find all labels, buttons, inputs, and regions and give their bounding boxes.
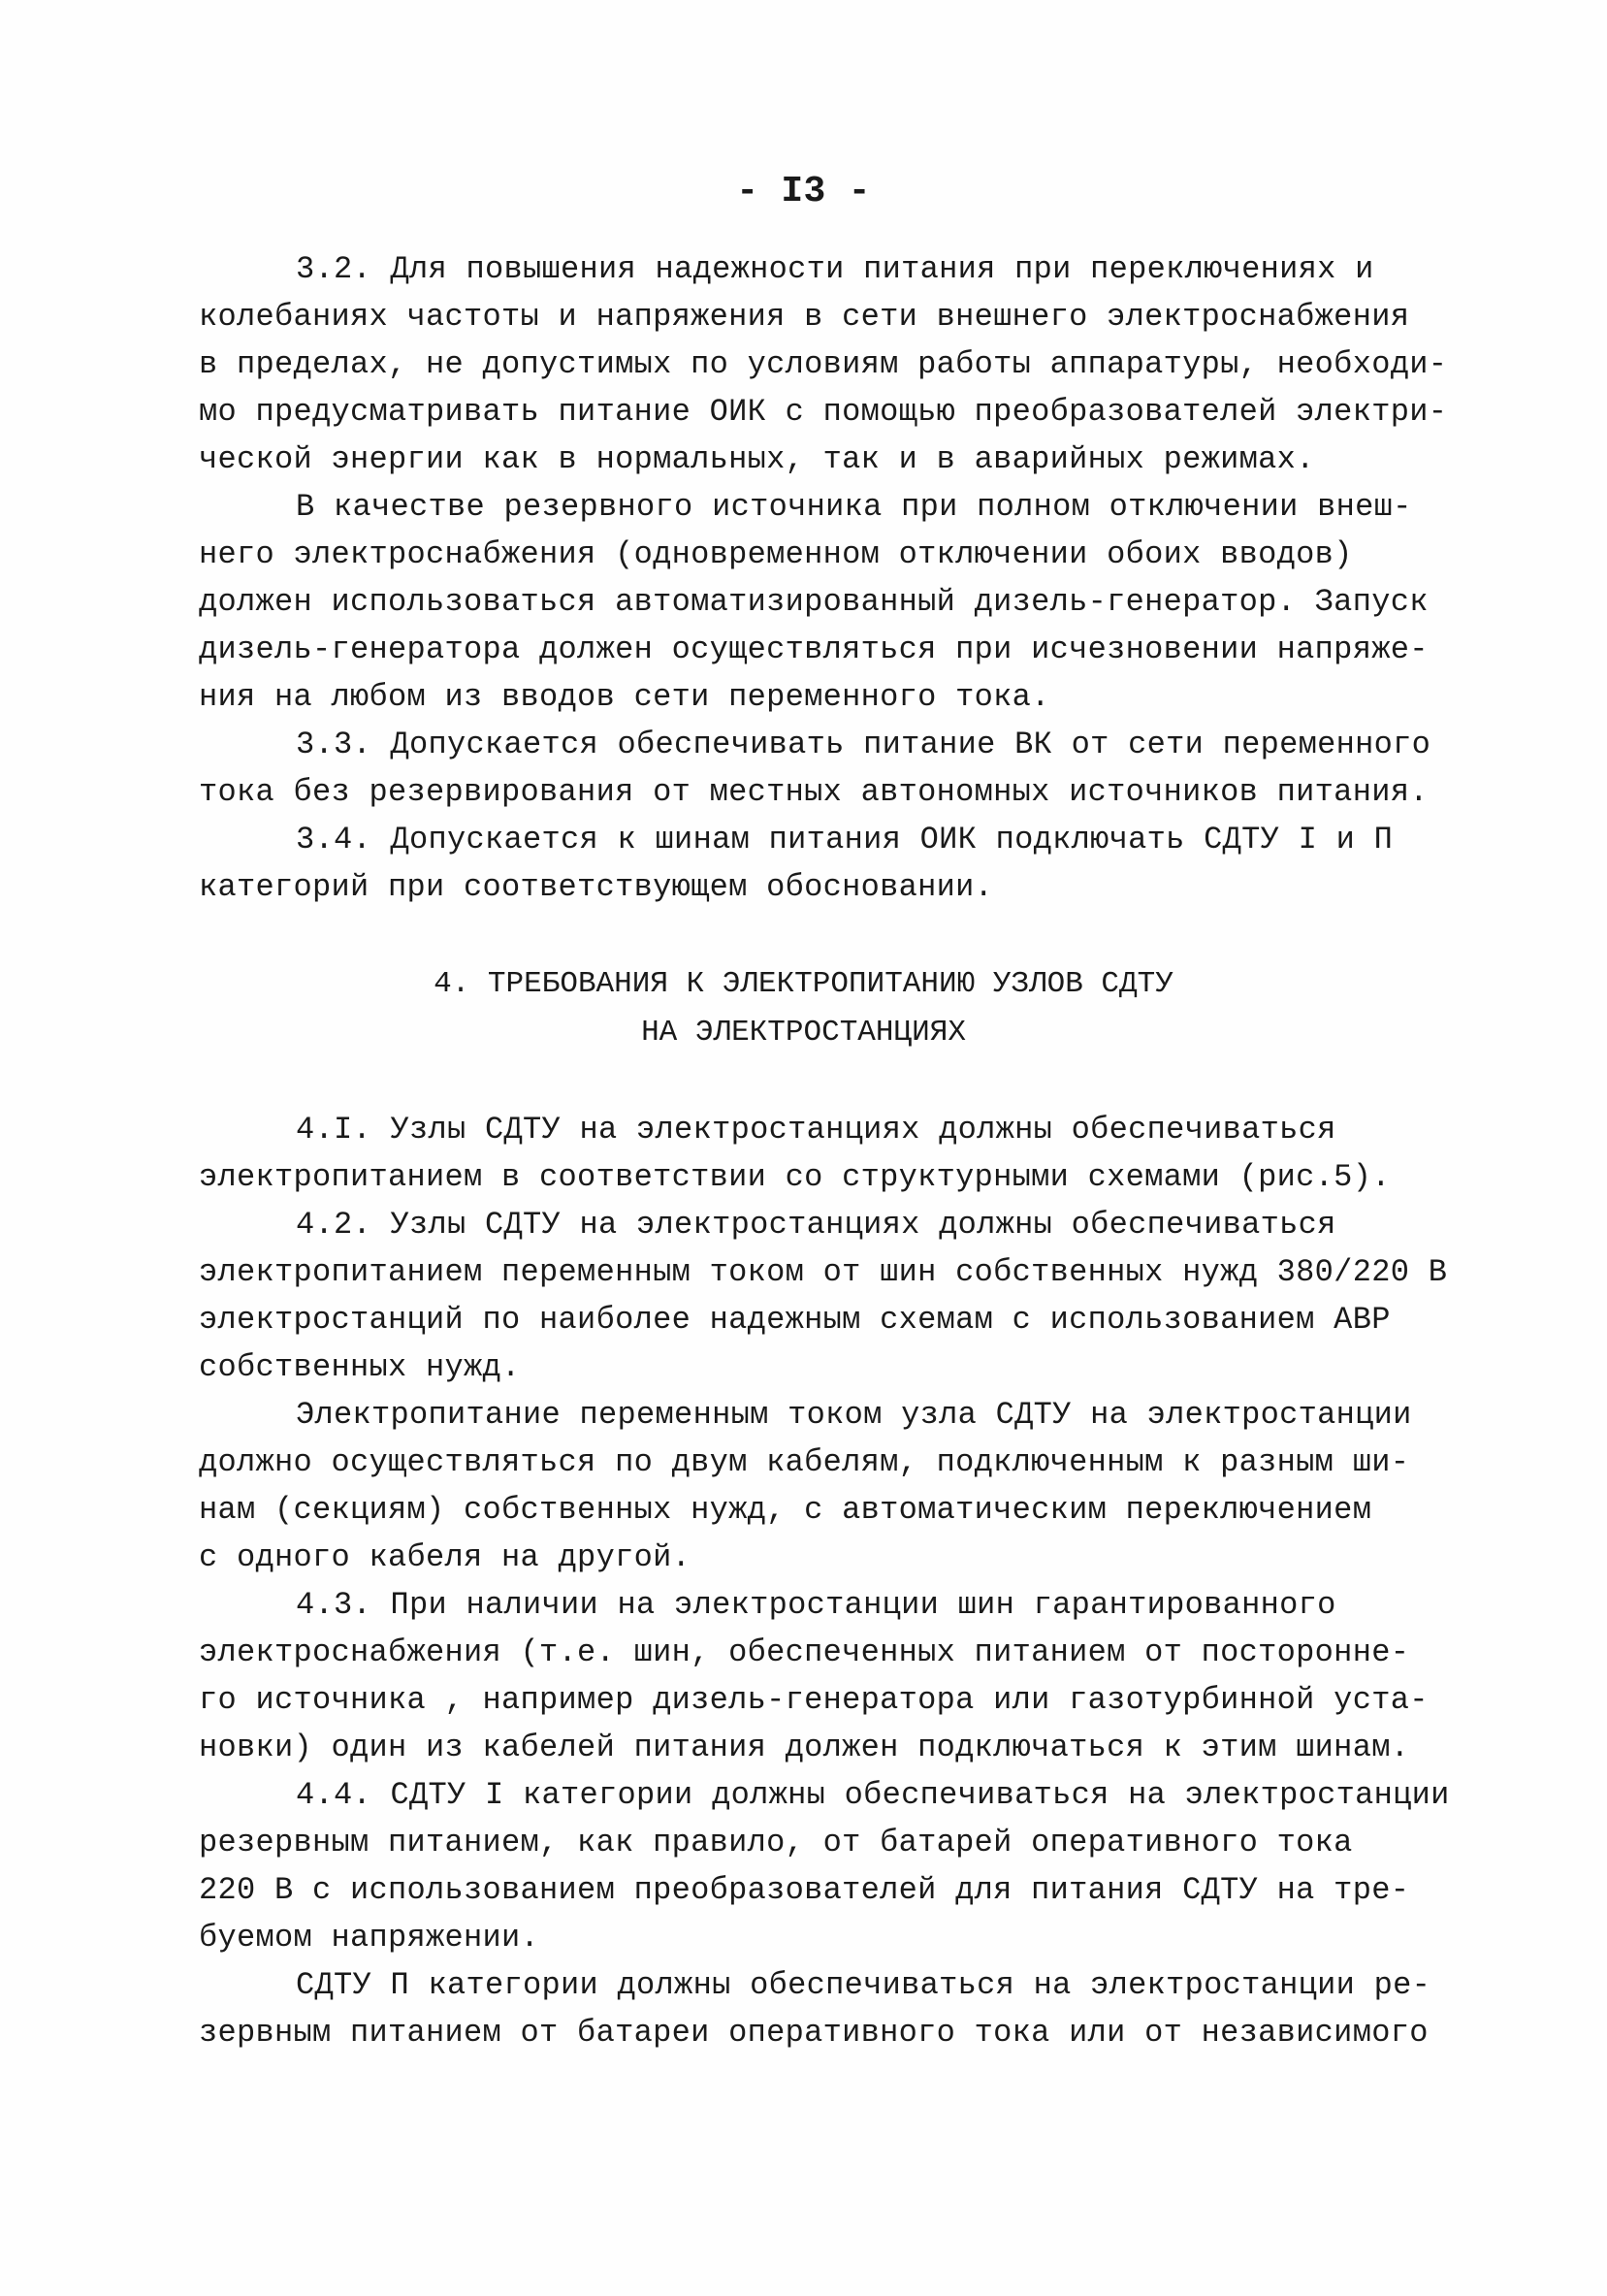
section-heading: НА ЭЛЕКТРОСТАНЦИЯХ xyxy=(641,1016,966,1050)
text-line: тока без резервирования от местных автономных источников питания. xyxy=(199,774,1429,810)
text-line: в пределах, не допустимых по условиям работы аппаратуры, необходи- xyxy=(199,346,1448,382)
text-line: 4.4. СДТУ I категории должны обеспечиваться на электростанции xyxy=(296,1777,1450,1813)
text-line: го источника , например дизель-генератора или газотурбинной уста- xyxy=(199,1682,1429,1718)
text-line: мо предусматривать питание ОИК с помощью преобразователей электри- xyxy=(199,394,1448,430)
text-line: Электропитание переменным током узла СДТУ на электростанции xyxy=(296,1397,1412,1433)
text-line: ческой энергии как в нормальных, так и в аварийных режимах. xyxy=(199,441,1315,477)
page-number: - I3 - xyxy=(736,171,871,212)
text-line: собственных нужд. xyxy=(199,1349,521,1385)
text-line: ния на любом из вводов сети переменного тока. xyxy=(199,679,1050,715)
text-line: него электроснабжения (одновременном отключении обоих вводов) xyxy=(199,536,1353,572)
text-line: электроснабжения (т.е. шин, обеспеченных питанием от постороннe- xyxy=(199,1634,1410,1670)
text-line: должен использоваться автоматизированный дизель-генератор. Запуск xyxy=(199,584,1429,620)
text-line: дизель-генератора должен осуществляться при исчезновении напряже- xyxy=(199,631,1429,667)
text-line: электростанций по наиболее надежным схемам с использованием АВР xyxy=(199,1302,1391,1338)
text-line: новки) один из кабелей питания должен подключаться к этим шинам. xyxy=(199,1730,1410,1765)
text-line: 3.2. Для повышения надежности питания при переключениях и xyxy=(296,251,1374,287)
section-heading: 4. ТРЕБОВАНИЯ К ЭЛЕКТРОПИТАНИЮ УЗЛОВ СДТУ xyxy=(434,967,1173,1001)
text-line: 3.4. Допускается к шинам питания ОИК подключать СДТУ I и П xyxy=(296,822,1394,857)
text-line: нам (секциям) собственных нужд, с автоматическим переключением xyxy=(199,1492,1372,1528)
text-line: 4.3. При наличии на электростанции шин гарантированного xyxy=(296,1587,1336,1623)
text-line: зервным питанием от батареи оперативного тока или от независимого xyxy=(199,2015,1429,2051)
text-line: буемом напряжении. xyxy=(199,1920,540,1956)
text-line: 220 В с использованием преобразователей для питания СДТУ на тре- xyxy=(199,1872,1410,1908)
text-line: электропитанием в соответствии со структурными схемами (рис.5). xyxy=(199,1159,1391,1195)
text-line: категорий при соответствующем обосновании. xyxy=(199,869,994,905)
text-line: с одного кабеля на другой. xyxy=(199,1539,691,1575)
text-line: резервным питанием, как правило, от батарей оперативного тока xyxy=(199,1825,1353,1860)
text-line: В качестве резервного источника при полном отключении внеш- xyxy=(296,489,1412,525)
text-line: 4.I. Узлы СДТУ на электростанциях должны обеспечиваться xyxy=(296,1112,1336,1148)
text-line: электропитанием переменным током от шин собственных нужд 380/220 В xyxy=(199,1254,1448,1290)
text-line: должно осуществляться по двум кабелям, подключенным к разным ши- xyxy=(199,1444,1410,1480)
text-line: 4.2. Узлы СДТУ на электростанциях должны обеспечиваться xyxy=(296,1207,1336,1243)
text-line: 3.3. Допускается обеспечивать питание ВК от сети переменного xyxy=(296,727,1431,762)
text-line: СДТУ П категории должны обеспечиваться на электростанции ре- xyxy=(296,1967,1431,2003)
text-line: колебаниях частоты и напряжения в сети внешнего электроснабжения xyxy=(199,299,1410,335)
